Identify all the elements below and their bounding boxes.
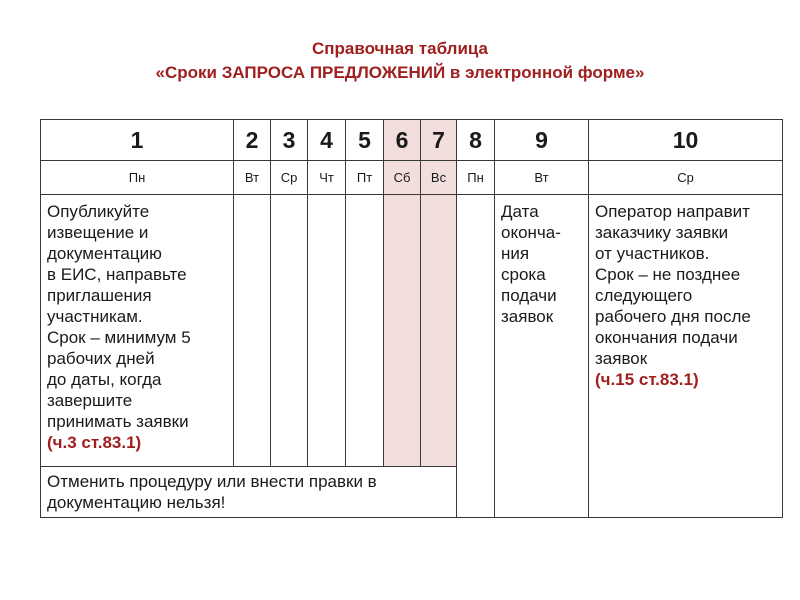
cell-text-line: срока: [501, 265, 546, 284]
col-number-3: 3: [271, 120, 308, 161]
cell-text-line: окончания подачи: [595, 328, 738, 347]
cell-text-line: документацию: [47, 244, 162, 263]
cell-text-line: заявок: [595, 349, 648, 368]
table-title: Справочная таблица: [311, 39, 489, 58]
cell-day-9: [495, 195, 589, 518]
law-reference: (ч.3 ст.83.1): [47, 433, 142, 452]
note-line: документацию нельзя!: [47, 493, 226, 512]
col-day-9: Вт: [495, 161, 589, 195]
cell-day-10: [589, 195, 783, 518]
deadline-table: [40, 119, 783, 518]
col-day-5: Пт: [346, 161, 384, 195]
col-day-6: Сб: [384, 161, 421, 195]
col-day-10: Ср: [589, 161, 783, 195]
col-day-3: Ср: [271, 161, 308, 195]
col-number-10: 10: [589, 120, 783, 161]
col-day-7: Вс: [421, 161, 457, 195]
cell-text-line: рабочих дней: [47, 349, 155, 368]
cell-text-line: следующего: [595, 286, 693, 305]
col-number-1: 1: [41, 120, 234, 161]
day-number-row: [41, 120, 783, 161]
col-number-5: 5: [346, 120, 384, 161]
cell-day-7: [421, 195, 457, 467]
cell-day-4: [308, 195, 346, 467]
cell-text-line: принимать заявки: [47, 412, 189, 431]
cell-text-line: Оператор направит: [595, 202, 750, 221]
col-day-1: Пн: [41, 161, 234, 195]
cell-day-1: [41, 195, 234, 467]
cell-text-line: Опубликуйте: [47, 202, 150, 221]
cell-text-line: извещение и: [47, 223, 149, 242]
cell-day-6: [384, 195, 421, 467]
cell-text-line: подачи: [501, 286, 557, 305]
cell-text-line: ния: [501, 244, 530, 263]
col-number-6: 6: [384, 120, 421, 161]
cell-text-line: заявок: [501, 307, 554, 326]
col-number-2: 2: [234, 120, 271, 161]
cell-text-line: Дата: [501, 202, 539, 221]
cell-day-2: [234, 195, 271, 467]
cell-text-line: до даты, когда: [47, 370, 162, 389]
col-number-7: 7: [421, 120, 457, 161]
col-day-2: Вт: [234, 161, 271, 195]
cell-text-line: оконча-: [501, 223, 561, 242]
cell-text-line: рабочего дня после: [595, 307, 751, 326]
cell-text-line: Срок – не позднее: [595, 265, 741, 284]
cell-text-line: приглашения: [47, 286, 152, 305]
cell-text-line: заказчику заявки: [595, 223, 729, 242]
col-number-4: 4: [308, 120, 346, 161]
cell-text-line: Срок – минимум 5: [47, 328, 191, 347]
cell-text-line: в ЕИС, направьте: [47, 265, 187, 284]
col-day-8: Пн: [457, 161, 495, 195]
cell-text-line: участникам.: [47, 307, 143, 326]
cell-day-8: [457, 195, 495, 518]
cell-text-line: от участников.: [595, 244, 710, 263]
cell-day-3: [271, 195, 308, 467]
col-number-8: 8: [457, 120, 495, 161]
col-day-4: Чт: [308, 161, 346, 195]
cell-day-5: [346, 195, 384, 467]
law-reference: (ч.15 ст.83.1): [595, 370, 699, 389]
warning-note: [41, 467, 457, 518]
table-subtitle: «Сроки ЗАПРОСА ПРЕДЛОЖЕНИЙ в электронной форме»: [155, 63, 645, 82]
content-row: [41, 195, 783, 467]
cell-text-line: завершите: [47, 391, 133, 410]
note-line: Отменить процедуру или внести правки в: [47, 472, 377, 491]
weekday-row: [41, 161, 783, 195]
col-number-9: 9: [495, 120, 589, 161]
